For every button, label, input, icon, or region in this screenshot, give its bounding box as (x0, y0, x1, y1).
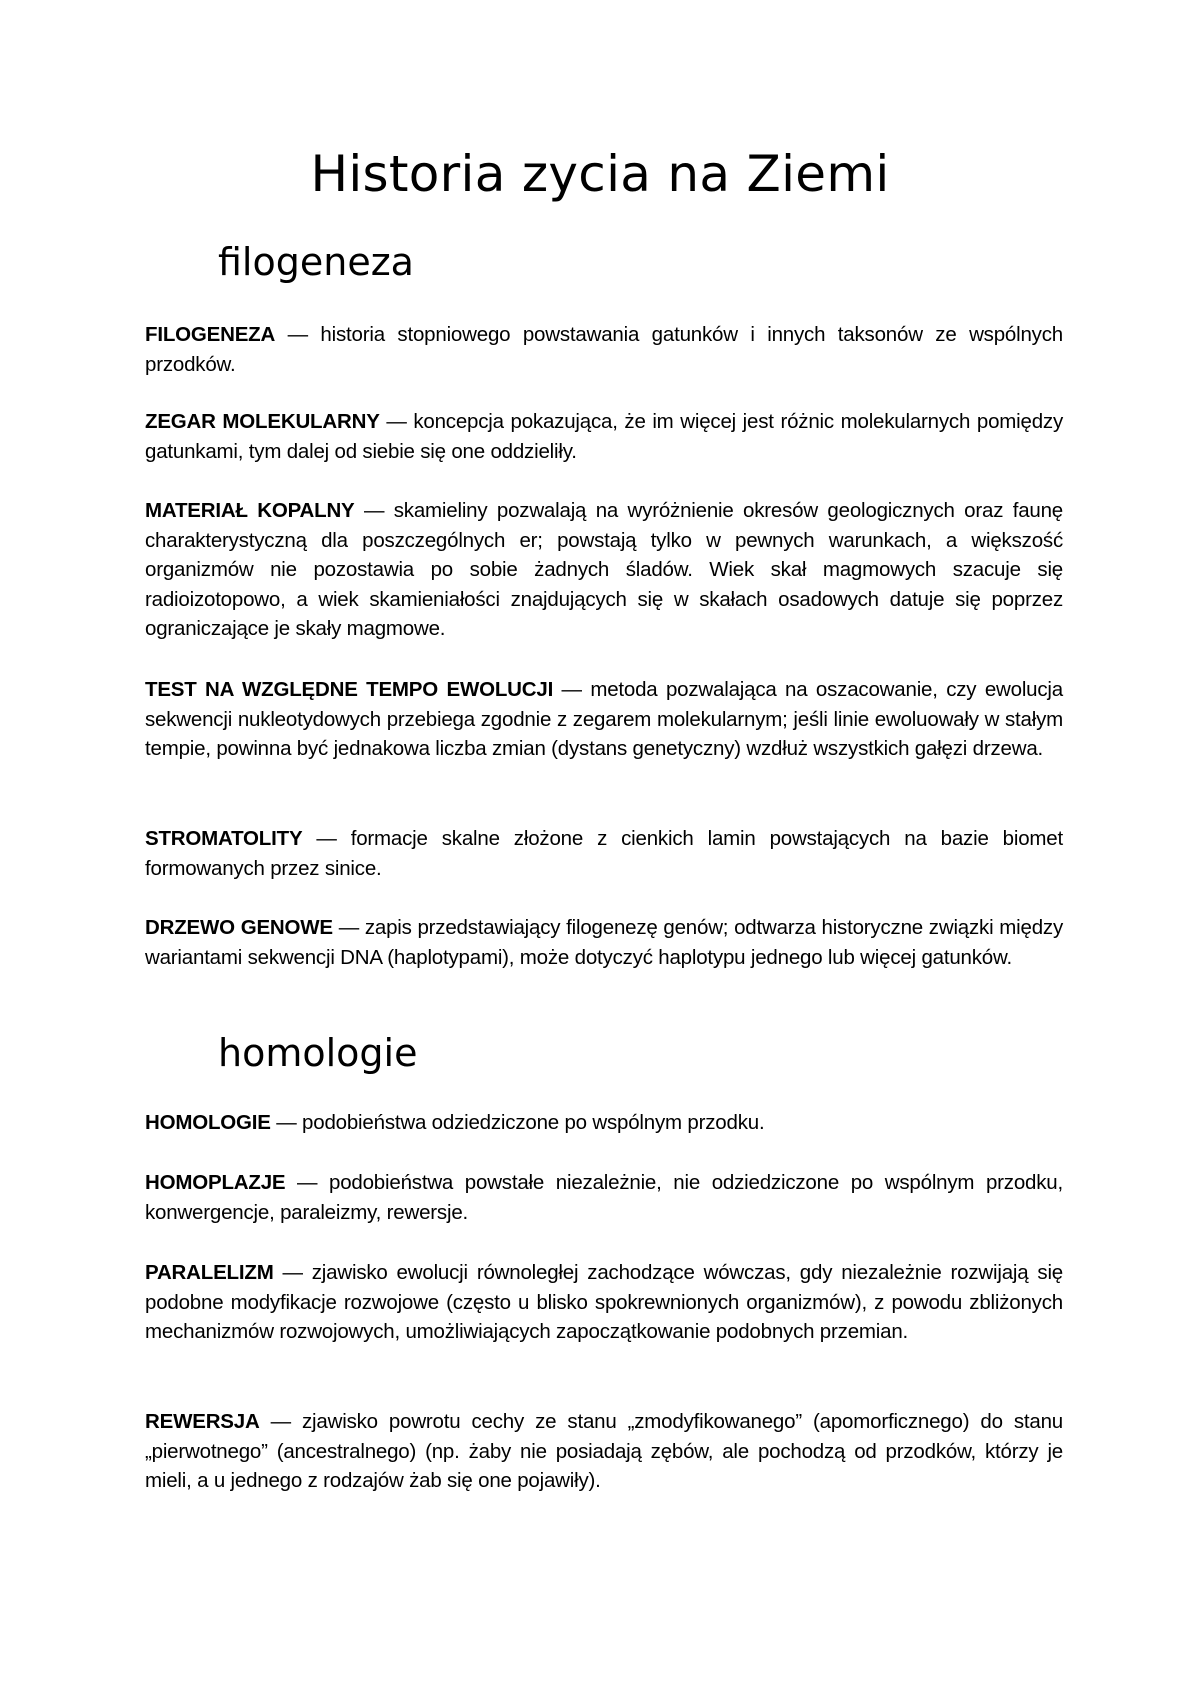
term: DRZEWO GENOWE (145, 916, 333, 939)
section-heading-filogeneza: filogeneza (218, 240, 414, 284)
definition-filogeneza (145, 320, 1063, 379)
term: TEST NA WZGLĘDNE TEMPO EWOLUCJI (145, 678, 554, 701)
term: FILOGENEZA (145, 323, 276, 346)
definition-text: — metoda pozwalająca na oszacowanie, czy ewolucja sekwencji nukleotydowych przebiega zgodnie z zegarem molekularnym; jeśli linie ewoluowały w stałym tempie, powinna być jednakowa liczba zmian (dystans genetyczny) wzdłuż wszystkich gałęzi drzewa. (145, 678, 1063, 760)
term: HOMOPLAZJE (145, 1171, 286, 1194)
section-heading-homologie: homologie (218, 1031, 418, 1075)
definition-text: — zjawisko powrotu cechy ze stanu „zmodyfikowanego” (apomorficznego) do stanu „pierwotnego” (ancestralnego) (np. żaby nie posiadają zębów, ale pochodzą od przodków, którzy je mieli, a u jednego z rodzajów żab się one pojawiły). (145, 1410, 1063, 1492)
definition-homoplazje (145, 1168, 1063, 1227)
definition-homologie (145, 1108, 1063, 1138)
definition-text: — formacje skalne złożone z cienkich lamin powstających na bazie biomet formowanych przez sinice. (145, 827, 1063, 880)
term: REWERSJA (145, 1410, 260, 1433)
definition-zegar-molekularny (145, 407, 1063, 466)
definition-rewersja (145, 1407, 1063, 1496)
term: MATERIAŁ KOPALNY (145, 499, 355, 522)
document-title: Historia zycia na Ziemi (310, 145, 890, 203)
term: HOMOLOGIE (145, 1111, 271, 1134)
definition-text: — zapis przedstawiający filogenezę genów; odtwarza historyczne związki między wariantami sekwencji DNA (haplotypami), może dotyczyć haplotypu jednego lub więcej gatunków. (145, 916, 1063, 969)
definition-text: — historia stopniowego powstawania gatunków i innych taksonów ze wspólnych przodków. (145, 323, 1063, 376)
definition-stromatolity (145, 824, 1063, 883)
definition-text: — podobieństwa odziedziczone po wspólnym przodku. (270, 1111, 765, 1134)
term: ZEGAR MOLEKULARNY (145, 410, 380, 433)
definition-material-kopalny (145, 496, 1063, 644)
definition-text: — skamieliny pozwalają na wyróżnienie okresów geologicznych oraz faunę charakterystyczną dla poszczególnych er; powstają tylko w pewnych warunkach, a większość organizmów nie pozostawia po sobie żadnych śladów. Wiek skał magmowych szacuje się radioizotopowo, a wiek skamieniałości znajdujących się w skałach osadowych datuje się poprzez ograniczające je skały magmowe. (145, 499, 1063, 640)
definition-paralelizm (145, 1258, 1063, 1347)
definition-text: — zjawisko ewolucji równoległej zachodzące wówczas, gdy niezależnie rozwijają się podobne modyfikacje rozwojowe (często u blisko spokrewnionych organizmów), z powodu zbliżonych mechanizmów rozwojowych, umożliwiających zapoczątkowanie podobnych przemian. (145, 1261, 1063, 1343)
definition-text: — koncepcja pokazująca, że im więcej jest różnic molekularnych pomiędzy gatunkami, tym dalej od siebie się one oddzieliły. (145, 410, 1063, 463)
term: STROMATOLITY (145, 827, 303, 850)
definition-test-tempo-ewolucji (145, 675, 1063, 764)
definition-text: — podobieństwa powstałe niezależnie, nie odziedziczone po wspólnym przodku, konwergencje, paraleizmy, rewersje. (145, 1171, 1063, 1224)
definition-drzewo-genowe (145, 913, 1063, 972)
term: PARALELIZM (145, 1261, 274, 1284)
